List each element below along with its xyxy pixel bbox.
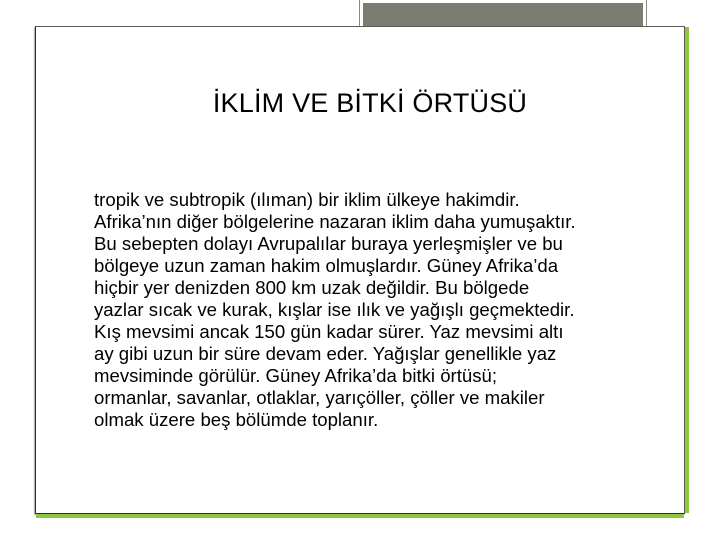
frame-accent-bottom [36, 514, 684, 518]
slide-body-text: tropik ve subtropik (ılıman) bir iklim ülkeye hakimdir. Afrika’nın diğer bölgelerine nazaran iklim daha yumuşaktır. Bu sebepten dolayı Avrupalılar buraya yerleşmişler ve bu bölgeye uzun zaman hakim olmuşlardır. Güney Afrika’da hiçbir yer denizden 800 km uzak değildir. Bu bölgede yazlar sıcak ve kurak, kışlar ise ılık ve yağışlı geçmektedir. Kış mevsimi ancak 150 gün kadar sürer. Yaz mevsimi altı ay gibi uzun bir süre devam eder. Yağışlar genellikle yaz mevsiminde görülür. Güney Afrika’da bitki örtüsü; ormanlar, savanlar, otlaklar, yarıçöller, çöller ve makiler olmak üzere beş bölümde toplanır. [94, 189, 576, 430]
slide-title: İKLİM VE BİTKİ ÖRTÜSÜ [212, 88, 528, 118]
